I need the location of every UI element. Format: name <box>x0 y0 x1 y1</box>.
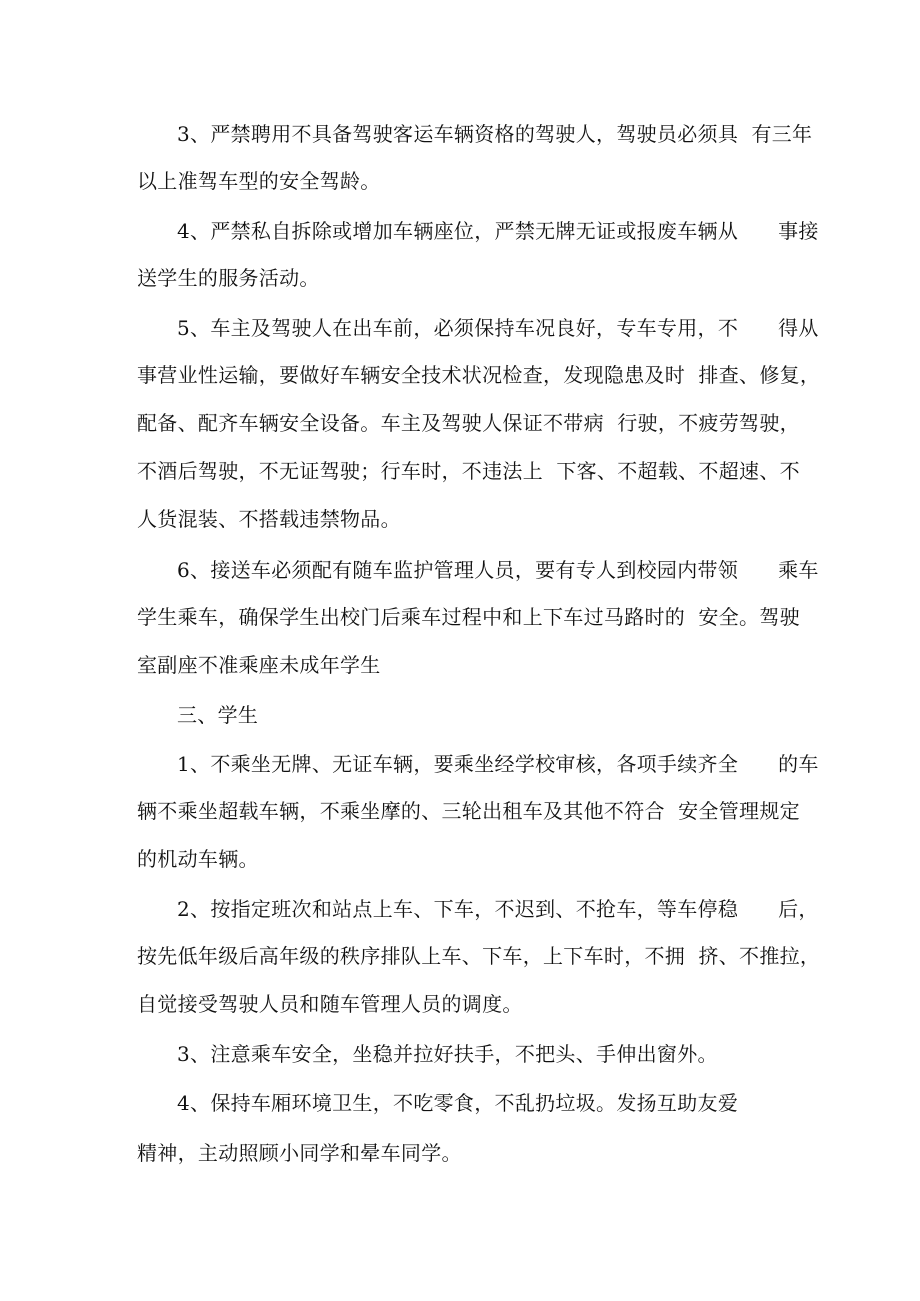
text-line: 4、严禁私自拆除或增加车辆座位，严禁无牌无证或报废车辆从 事接 <box>177 219 819 243</box>
section-heading: 三、学生 <box>177 703 259 727</box>
text-line: 精神，主动照顾小同学和晕车同学。 <box>137 1141 462 1165</box>
text-line: 配备、配齐车辆安全设备。车主及驾驶人保证不带病 行驶，不疲劳驾驶， <box>137 411 800 435</box>
text-line: 自觉接受驾驶人员和随车管理人员的调度。 <box>137 992 523 1016</box>
text-line: 3、严禁聘用不具备驾驶客运车辆资格的驾驶人，驾驶员必须具 有三年 <box>177 122 813 146</box>
text-line: 4、保持车厢环境卫生，不吃零食，不乱扔垃圾。发扬互助友爱 <box>177 1091 739 1115</box>
text-line: 的机动车辆。 <box>137 847 259 871</box>
text-line: 送学生的服务活动。 <box>137 266 320 290</box>
text-line: 6、接送车必须配有随车监护管理人员，要有专人到校园内带领 乘车 <box>177 558 819 582</box>
text-line: 室副座不准乘座未成年学生 <box>137 653 381 677</box>
text-line: 辆不乘坐超载车辆，不乘坐摩的、三轮出租车及其他不符合 安全管理规定 <box>137 799 800 823</box>
text-line: 不酒后驾驶，不无证驾驶；行车时，不违法上 下客、不超载、不超速、不 <box>137 459 800 483</box>
text-line: 1、不乘坐无牌、无证车辆，要乘坐经学校审核，各项手续齐全 的车 <box>177 752 819 776</box>
text-line: 人货混装、不搭载违禁物品。 <box>137 507 401 531</box>
text-line: 以上准驾车型的安全驾龄。 <box>137 169 381 193</box>
text-line: 5、车主及驾驶人在出车前，必须保持车况良好，专车专用，不 得从 <box>177 316 819 340</box>
text-line: 2、按指定班次和站点上车、下车，不迟到、不抢车，等车停稳 后， <box>177 897 819 921</box>
text-line: 学生乘车，确保学生出校门后乘车过程中和上下车过马路时的 安全。驾驶 <box>137 605 800 629</box>
text-line: 事营业性运输，要做好车辆安全技术状况检查，发现隐患及时 排查、修复， <box>137 363 821 387</box>
text-line: 3、注意乘车安全，坐稳并拉好扶手，不把头、手伸出窗外。 <box>177 1042 718 1066</box>
text-line: 按先低年级后高年级的秩序排队上车、下车，上下车时，不拥 挤、不推拉， <box>137 944 821 968</box>
